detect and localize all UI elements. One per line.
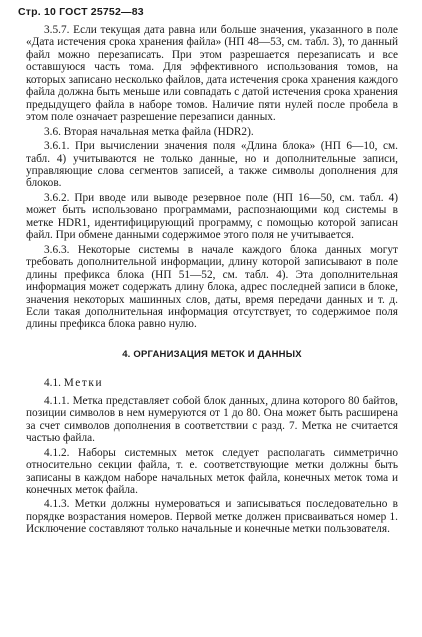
paragraph-3-6-2: 3.6.2. При вводе или выводе резервное поле (НП 16—50, см. табл. 4) может быть использовано программами, распознающими код системы в метке HDR1, идентифицирующий программу, с помощью которой записан файл. При обмене данными содержимое этого поля не учитывается. <box>26 191 398 242</box>
paragraph-3-6: 3.6. Вторая начальная метка файла (HDR2). <box>44 125 254 138</box>
subsection-number: 4.1. <box>44 377 61 390</box>
subsection-title: Метки <box>63 377 104 390</box>
paragraph-4-1-1: 4.1.1. Метка представляет собой блок данных, длина которого 80 байтов, позиции символов в нем нумеруются от 1 до 80. Она может быть расширена за счет символов дополнения в соответствии с разд. 7. Метка не считается частью файла. <box>26 394 398 445</box>
paragraph-4-1-3: 4.1.3. Метки должны нумероваться и записываться последовательно в порядке возрастания номеров. Первой метке должен присваиваться номер 1. Исключение составляют только начальные и конечные метки пользователя. <box>26 498 398 536</box>
page-header: Стр. 10 ГОСТ 25752—83 <box>18 6 144 18</box>
paragraph-3-6-1: 3.6.1. При вычислении значения поля «Длина блока» (НП 6—10, см. табл. 4) учитываются не только данные, но и дополнительные записи, управляющие слова сегментов записей, а также символы дополнения для блоков. <box>26 140 398 190</box>
paragraph-3-6-3: 3.6.3. Некоторые системы в начале каждого блока данных могут требовать дополнительной информации, длину которой записывают в поле длины префикса блока (НП 51—52, см. табл. 4). Эта дополнительная информация может содержать длину блока, адрес последней записи в блоке, значения некоторых машинных слов, даты, время передачи данных и т. д. Если такая дополнительная информация отсутствует, то содержимое поля длины префикса блока равно нулю. <box>26 243 398 331</box>
section-heading: 4. ОРГАНИЗАЦИЯ МЕТОК И ДАННЫХ <box>122 348 302 360</box>
paragraph-3-5-7: 3.5.7. Если текущая дата равна или больше значения, указанного в поле «Дата истечения срока хранения файла» (НП 48—53, см. табл. 3), то данный файл можно перезаписать. При этом разрешается перезаписать и все оставшуюся часть тома. Для эффективного использования томов, на которых записано несколько файлов, дата истечения срока хранения каждого файла должна быть меньше или совпадать с датой истечения срока хранения предыдущего файла в наборе томов. Наличие пяти нулей после пробела в этом поле означает разрешение перезаписи данных. <box>26 24 398 124</box>
subsection-heading <box>26 377 398 389</box>
paragraph-4-1-2: 4.1.2. Наборы системных меток следует располагать симметрично относительно секции файла, т. е. соответствующие метки должны быть записаны в каждом наборе начальных меток файла, конечных меток тома и конечных меток файла. <box>26 446 398 496</box>
document-body <box>26 24 398 538</box>
